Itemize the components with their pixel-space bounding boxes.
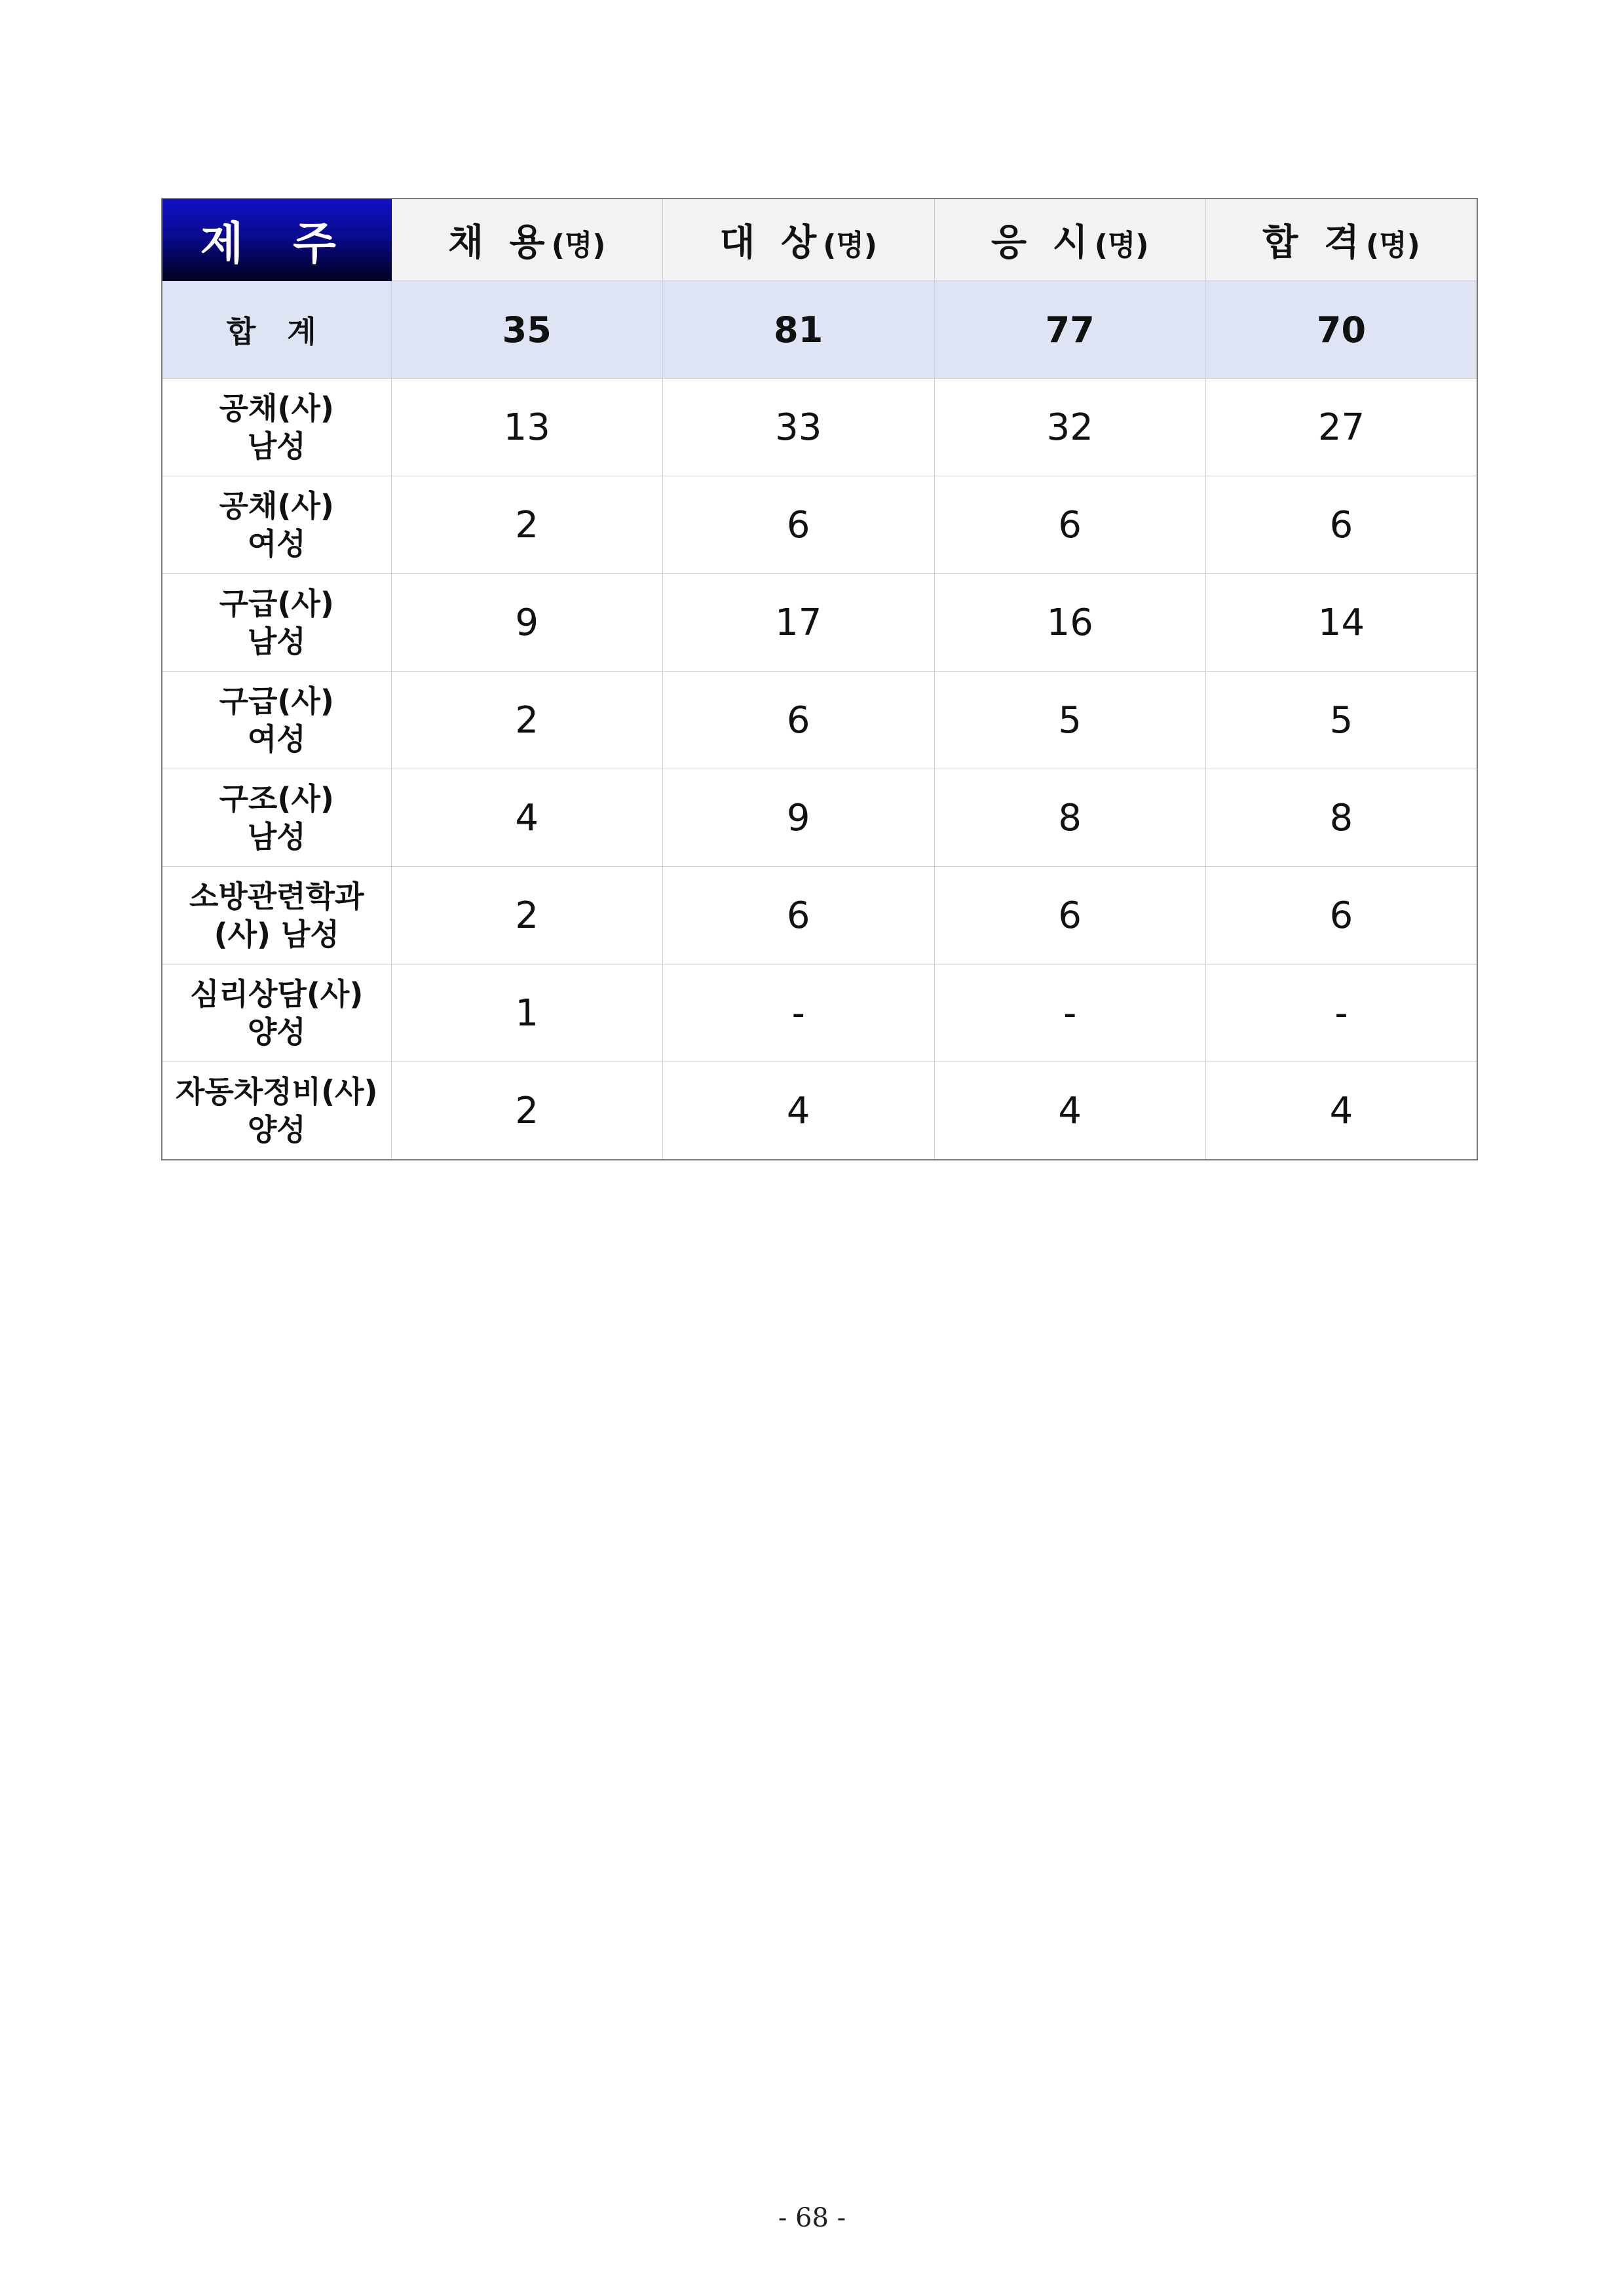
cell-applied: - [934, 965, 1206, 1062]
cell-passed: 8 [1206, 769, 1478, 867]
table-row [162, 574, 1477, 672]
row-label: 구조(사) 남성 [162, 769, 391, 867]
total-passed: 70 [1206, 281, 1478, 379]
column-header-label: 채 용 [448, 221, 552, 264]
row-label: 구급(사) 남성 [162, 574, 391, 672]
recruitment-table [161, 198, 1478, 1160]
cell-passed: 27 [1206, 379, 1478, 476]
row-label: 자동차정비(사) 양성 [162, 1062, 391, 1160]
header-row [162, 199, 1477, 281]
cell-eligible: - [663, 965, 935, 1062]
cell-passed: 6 [1206, 476, 1478, 574]
total-hired: 35 [391, 281, 663, 379]
cell-hired: 2 [391, 1062, 663, 1160]
cell-eligible: 33 [663, 379, 935, 476]
row-label: 소방관련학과 (사) 남성 [162, 867, 391, 965]
total-applied: 77 [934, 281, 1206, 379]
table-row [162, 965, 1477, 1062]
cell-applied: 6 [934, 867, 1206, 965]
cell-passed: 4 [1206, 1062, 1478, 1160]
cell-hired: 2 [391, 867, 663, 965]
column-header-passed [1206, 199, 1478, 281]
cell-applied: 6 [934, 476, 1206, 574]
recruitment-table-container [161, 198, 1477, 1160]
row-label: 공채(사) 남성 [162, 379, 391, 476]
row-label: 구급(사) 여성 [162, 672, 391, 769]
cell-hired: 9 [391, 574, 663, 672]
cell-eligible: 17 [663, 574, 935, 672]
row-label: 공채(사) 여성 [162, 476, 391, 574]
cell-applied: 4 [934, 1062, 1206, 1160]
total-eligible: 81 [663, 281, 935, 379]
table-row [162, 672, 1477, 769]
page-number: - 68 - [778, 2203, 846, 2233]
region-header: 제 주 [162, 199, 391, 281]
cell-hired: 2 [391, 476, 663, 574]
column-header-eligible [663, 199, 935, 281]
column-header-label: 응 시 [991, 221, 1095, 264]
column-header-label: 대 상 [719, 221, 823, 264]
cell-hired: 2 [391, 672, 663, 769]
cell-applied: 8 [934, 769, 1206, 867]
column-header-unit: (명) [1094, 229, 1149, 262]
cell-passed: 14 [1206, 574, 1478, 672]
cell-eligible: 9 [663, 769, 935, 867]
column-header-unit: (명) [1365, 229, 1420, 262]
cell-applied: 32 [934, 379, 1206, 476]
cell-eligible: 6 [663, 672, 935, 769]
column-header-label: 합 격 [1262, 221, 1366, 264]
table-row [162, 867, 1477, 965]
total-label: 합 계 [162, 281, 391, 379]
cell-eligible: 6 [663, 476, 935, 574]
cell-passed: - [1206, 965, 1478, 1062]
table-row [162, 476, 1477, 574]
column-header-applied [934, 199, 1206, 281]
cell-applied: 16 [934, 574, 1206, 672]
column-header-hired [391, 199, 663, 281]
cell-applied: 5 [934, 672, 1206, 769]
column-header-unit: (명) [551, 229, 606, 262]
cell-hired: 1 [391, 965, 663, 1062]
table-row [162, 1062, 1477, 1160]
cell-hired: 4 [391, 769, 663, 867]
cell-hired: 13 [391, 379, 663, 476]
table-row [162, 769, 1477, 867]
cell-passed: 5 [1206, 672, 1478, 769]
column-header-unit: (명) [823, 229, 877, 262]
cell-eligible: 4 [663, 1062, 935, 1160]
cell-passed: 6 [1206, 867, 1478, 965]
table-row [162, 379, 1477, 476]
total-row [162, 281, 1477, 379]
row-label: 심리상담(사) 양성 [162, 965, 391, 1062]
cell-eligible: 6 [663, 867, 935, 965]
